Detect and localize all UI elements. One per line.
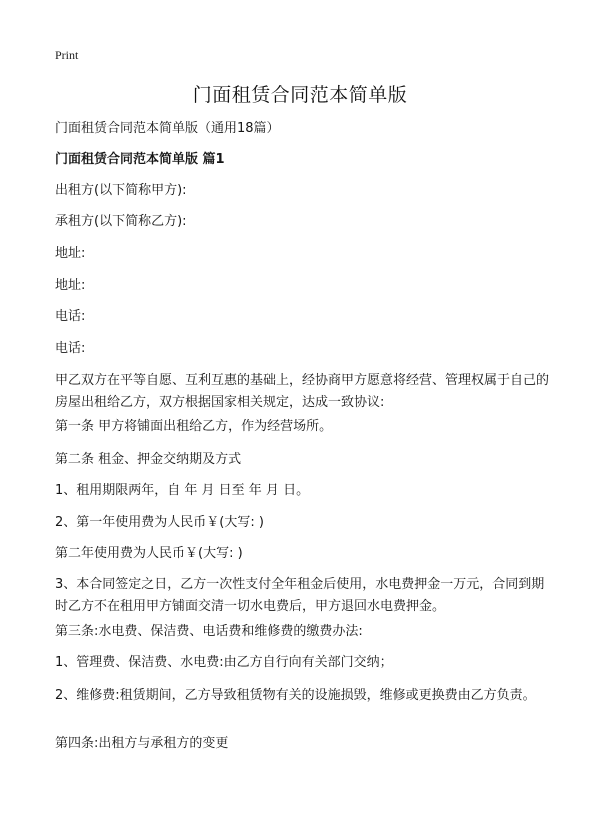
lessor-address-line: 地址:	[55, 246, 86, 261]
print-label: Print	[55, 48, 79, 62]
lessor-phone-line: 电话:	[55, 309, 86, 324]
lease-term-clause: 1、租用期限两年，自 年 月 日至 年 月 日。	[55, 483, 310, 498]
article-two-heading: 第二条 租金、押金交纳期及方式	[55, 452, 242, 467]
section-heading: 门面租赁合同范本简单版 篇1	[55, 152, 225, 167]
lessee-line: 承租方(以下简称乙方):	[55, 214, 187, 229]
article-one: 第一条 甲方将铺面出租给乙方，作为经营场所。	[55, 419, 333, 434]
agreement-preamble: 甲乙双方在平等自愿、互利互惠的基础上，经协商甲方愿意将经营、管理权属于自己的房屋出租给乙方，双方根据国家相关规定，达成一致协议:	[55, 373, 550, 410]
document-subtitle: 门面租赁合同范本简单版（通用18篇）	[55, 121, 280, 136]
lessor-line: 出租方(以下简称甲方):	[55, 183, 187, 198]
lessee-address-line: 地址:	[55, 278, 86, 293]
second-year-fee-clause: 第二年使用费为人民币￥(大写: )	[55, 546, 243, 561]
deposit-clause: 3、本合同签定之日，乙方一次性支付全年租金后使用，水电费押金一万元，合同到期时乙方不在租用甲方铺面交清一切水电费后，甲方退回水电费押金。	[55, 577, 545, 614]
first-year-fee-clause: 2、第一年使用费为人民币￥(大写: )	[55, 515, 264, 530]
management-fee-clause: 1、管理费、保洁费、水电费:由乙方自行向有关部门交纳；	[55, 655, 393, 670]
maintenance-fee-clause: 2、维修费:租赁期间，乙方导致租赁物有关的设施损毁，维修或更换费由乙方负责。	[55, 688, 536, 703]
lessee-phone-line: 电话:	[55, 341, 86, 356]
article-four-heading: 第四条:出租方与承租方的变更	[55, 736, 229, 751]
article-three-heading: 第三条:水电费、保洁费、电话费和维修费的缴费办法:	[55, 624, 363, 639]
document-title: 门面租赁合同范本简单版	[192, 84, 408, 106]
